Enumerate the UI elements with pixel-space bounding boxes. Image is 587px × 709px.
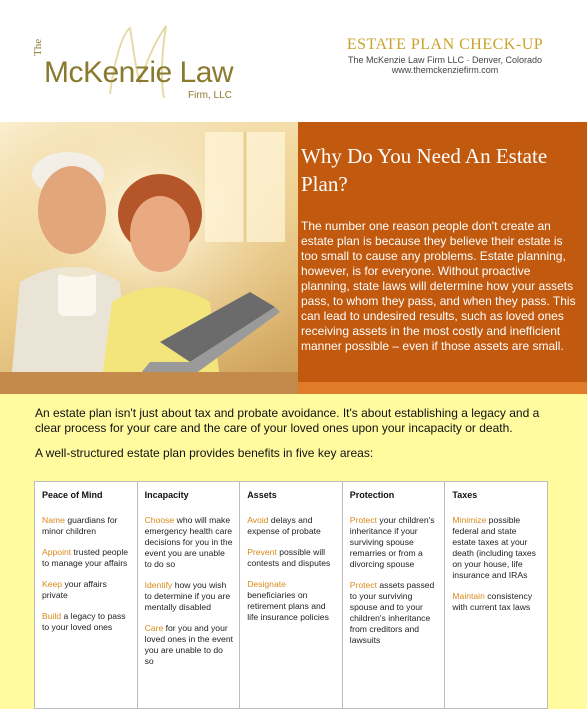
checkup-block — [330, 36, 560, 75]
benefit-item — [42, 611, 131, 633]
benefit-text: guardians for minor children — [42, 515, 118, 536]
benefit-keyword: Protect — [349, 515, 378, 525]
column-peace-of-mind — [35, 482, 138, 708]
firm-logo — [30, 22, 260, 102]
benefit-text: your affairs private — [42, 579, 107, 600]
benefit-text: trusted people to manage your affairs — [42, 547, 129, 568]
hero-heading: Why Do You Need An Estate Plan? — [301, 144, 548, 196]
column-title: Peace of Mind — [42, 490, 103, 500]
benefit-text: who will make emergency health care decisions for you in the event you are unable to do so — [144, 515, 233, 569]
intro-paragraph: An estate plan isn't just about tax and probate avoidance. It's about establishing a legacy and a clear process for your care and the care of your loved ones upon your incapacity or death. — [35, 406, 540, 435]
logo-name: McKenzie Law — [44, 56, 234, 89]
benefit-text: consistency with current tax laws — [452, 591, 533, 612]
benefit-text: a legacy to pass to your loved ones — [42, 611, 126, 632]
column-title: Incapacity — [144, 490, 189, 500]
benefit-text: assets passed to your surviving spouse and to your children's inheritance from creditors and lawsuits — [349, 580, 435, 645]
benefit-keyword: Maintain — [452, 591, 485, 601]
benefit-keyword: Keep — [42, 579, 63, 589]
benefit-item — [452, 591, 541, 613]
benefit-keyword: Designate — [247, 579, 286, 589]
benefit-keyword: Build — [42, 611, 62, 621]
benefit-item — [145, 580, 234, 613]
benefit-keyword: Name — [42, 515, 65, 525]
hero-section — [0, 122, 587, 394]
couple-photo — [0, 122, 298, 394]
couple-illustration — [0, 122, 298, 394]
benefit-text: possible federal and state estate taxes at your death (including taxes on your house, life insurance and IRAs — [452, 515, 536, 580]
benefit-item — [350, 515, 439, 570]
benefit-text: beneficiaries on retirement plans and life insurance policies — [247, 590, 329, 622]
benefit-text: possible will contests and disputes — [247, 547, 331, 568]
hero-body: The number one reason people don't create an estate plan is because they believe their estate is too small to cause any problems. Estate planning, however, is for everyone. Without proactive planning, state laws will determine how your assets pass, to whom they pass, and when they pass. This can lead to undesired results, such as loved ones receiving assets in the most costly and inefficient manner possible – even if those assets are small. — [301, 219, 576, 353]
benefits-table — [34, 481, 548, 709]
checkup-title: ESTATE PLAN CHECK-UP — [346, 36, 544, 53]
benefit-keyword: Care — [144, 623, 164, 633]
benefit-keyword: Protect — [349, 580, 378, 590]
why-estate-plan-panel — [298, 122, 587, 394]
benefit-text: your children's inheritance if your surviving spouse remarries or from a divorcing spouse — [349, 515, 435, 569]
logo-firm: Firm, LLC — [188, 90, 232, 101]
benefit-item — [42, 515, 131, 537]
benefit-keyword: Appoint — [42, 547, 72, 557]
benefit-keyword: Identify — [144, 580, 173, 590]
benefit-keyword: Avoid — [247, 515, 269, 525]
benefit-keyword: Choose — [144, 515, 175, 525]
column-title: Taxes — [452, 490, 478, 500]
benefit-item — [452, 515, 541, 581]
benefit-item — [145, 623, 234, 667]
checkup-subtitle: The McKenzie Law Firm LLC · Denver, Colorado — [347, 55, 543, 65]
benefits-section — [0, 394, 587, 709]
column-assets — [240, 482, 343, 708]
benefit-item — [145, 515, 234, 570]
benefit-item — [42, 579, 131, 601]
column-incapacity — [138, 482, 241, 708]
benefit-keyword: Prevent — [247, 547, 277, 557]
benefit-keyword: Minimize — [452, 515, 487, 525]
benefit-item — [42, 547, 131, 569]
benefit-item — [350, 580, 439, 646]
column-title: Assets — [247, 490, 277, 500]
benefit-item — [247, 515, 336, 537]
page-header — [0, 0, 587, 122]
checkup-website[interactable]: www.themckenziefirm.com — [391, 65, 499, 75]
column-taxes — [445, 482, 547, 708]
column-protection — [343, 482, 446, 708]
benefit-text: delays and expense of probate — [247, 515, 321, 536]
benefit-item — [247, 579, 336, 623]
logo-the: The — [32, 38, 44, 56]
benefit-text: how you wish to determine if you are mentally disabled — [144, 580, 231, 612]
benefit-text: for you and your loved ones in the event you are unable to do so — [144, 623, 233, 666]
benefit-item — [247, 547, 336, 569]
five-areas-lead: A well-structured estate plan provides benefits in five key areas: — [35, 446, 374, 460]
column-title: Protection — [349, 490, 395, 500]
panel-accent-bar — [298, 382, 587, 394]
